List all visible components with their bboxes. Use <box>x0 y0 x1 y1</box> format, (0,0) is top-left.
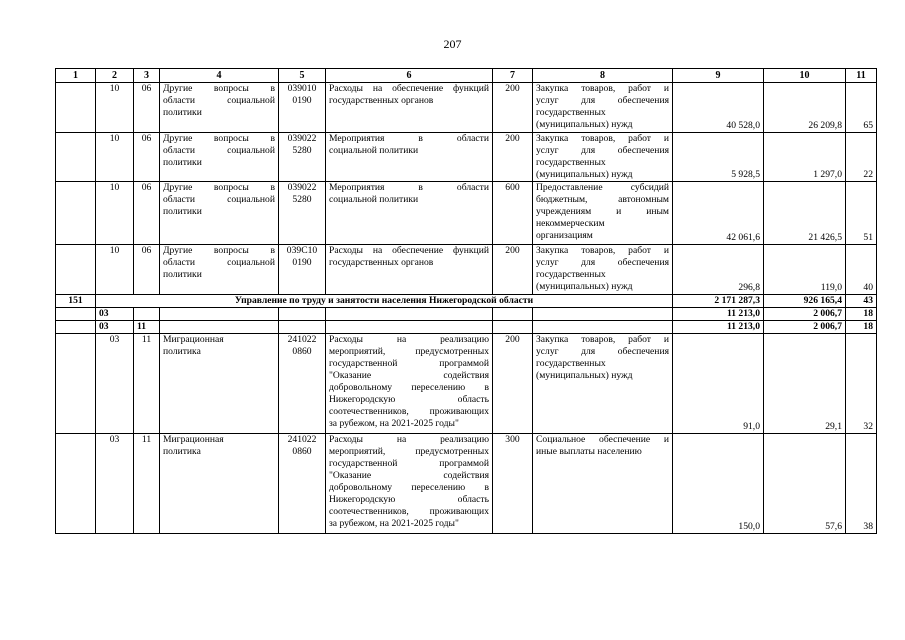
subsection-code: 11 <box>134 334 160 434</box>
expense-description-text <box>329 434 489 530</box>
subsection-code: 06 <box>134 245 160 295</box>
empty-cell <box>279 308 326 321</box>
header-cell: 2 <box>96 69 134 83</box>
expense-description-text-line: государственных органов <box>329 257 434 268</box>
header-cell: 3 <box>134 69 160 83</box>
expense-type-text-line: (муниципальных) нужд <box>536 169 633 180</box>
activity-area-text-line: области социальной <box>163 257 275 268</box>
dept-plan: 2 171 287,3 <box>673 295 764 308</box>
activity-area-text-line: Другие вопросы в <box>163 83 275 94</box>
header-cell: 5 <box>279 69 326 83</box>
expense-description-text <box>329 83 489 107</box>
header-cell: 9 <box>673 69 764 83</box>
actual-amount: 26 209,8 <box>764 83 846 133</box>
empty-cell <box>160 308 279 321</box>
expense-type <box>533 133 673 182</box>
expense-description-text-line: мероприятий, предусмотренных <box>329 446 489 457</box>
section-percent: 18 <box>846 308 877 321</box>
execution-percent: 32 <box>846 334 877 434</box>
expense-type-text-line: бюджетным, автономным <box>536 194 669 205</box>
expense-type-text-line: государственных <box>536 269 606 280</box>
execution-percent: 40 <box>846 245 877 295</box>
activity-area-text-line: политики <box>163 157 202 168</box>
expense-description-text-line: "Оказание содействия <box>329 470 489 481</box>
target-code-text <box>282 182 322 206</box>
section-plan: 11 213,0 <box>673 308 764 321</box>
expense-type-text-line: некоммерческим <box>536 218 605 229</box>
activity-area <box>160 434 279 534</box>
expense-description-text-line: Мероприятия в области <box>329 133 489 144</box>
expense-type-code: 200 <box>493 83 533 133</box>
header-cell: 7 <box>493 69 533 83</box>
expense-type-text-line: Закупка товаров, работ и <box>536 245 669 256</box>
activity-area <box>160 182 279 245</box>
empty-cell <box>533 308 673 321</box>
activity-area-text-line: Другие вопросы в <box>163 245 275 256</box>
expense-description-text <box>329 182 489 206</box>
expense-description-text-line: добровольному переселению в <box>329 482 489 493</box>
execution-percent: 65 <box>846 83 877 133</box>
empty-cell <box>160 321 279 334</box>
header-cell: 1 <box>56 69 96 83</box>
expense-description-text-line: Расходы на обеспечение функций <box>329 83 489 94</box>
expense-type <box>533 334 673 434</box>
target-code <box>279 83 326 133</box>
expense-description-text-line: социальной политики <box>329 145 419 156</box>
target-code-text-line: 0860 <box>292 346 312 357</box>
expense-description-text-line: социальной политики <box>329 194 419 205</box>
plan-amount: 150,0 <box>673 434 764 534</box>
plan-amount: 296,8 <box>673 245 764 295</box>
expense-description-text-line: Нижегородскую область <box>329 394 489 405</box>
section-c1 <box>56 308 96 321</box>
row-code <box>56 245 96 295</box>
expense-type-text <box>536 245 669 293</box>
execution-percent: 51 <box>846 182 877 245</box>
target-code <box>279 245 326 295</box>
expense-type-text-line: государственных <box>536 107 606 118</box>
activity-area-text-line: Другие вопросы в <box>163 182 275 193</box>
target-code <box>279 434 326 534</box>
expense-description-text-line: Расходы на реализацию <box>329 434 489 445</box>
row-code <box>56 133 96 182</box>
expense-type-text-line: учреждениям и иным <box>536 206 669 217</box>
plan-amount: 91,0 <box>673 334 764 434</box>
actual-amount: 29,1 <box>764 334 846 434</box>
dept-percent: 43 <box>846 295 877 308</box>
expense-description-text-line: за рубежом, на 2021-2025 годы" <box>329 418 459 429</box>
activity-area-text <box>163 434 275 458</box>
empty-cell <box>533 321 673 334</box>
expense-description <box>326 334 493 434</box>
execution-percent: 22 <box>846 133 877 182</box>
expense-type <box>533 245 673 295</box>
activity-area <box>160 133 279 182</box>
expense-type-text-line: организациям <box>536 230 593 241</box>
plan-amount: 40 528,0 <box>673 83 764 133</box>
expense-description <box>326 434 493 534</box>
expense-description-text-line: за рубежом, на 2021-2025 годы" <box>329 518 459 529</box>
subsection-code: 11 <box>134 321 160 334</box>
expense-type-text <box>536 133 669 181</box>
subsection-section: 03 <box>96 321 134 334</box>
subsection-plan: 11 213,0 <box>673 321 764 334</box>
row-code <box>56 334 96 434</box>
activity-area-text <box>163 245 275 281</box>
table-row <box>56 434 877 534</box>
target-code-text-line: 0190 <box>292 257 312 268</box>
header-cell: 4 <box>160 69 279 83</box>
activity-area-text-line: политики <box>163 206 202 217</box>
activity-area-text-line: Другие вопросы в <box>163 133 275 144</box>
activity-area-text <box>163 182 275 218</box>
target-code-text <box>282 133 322 157</box>
activity-area-text-line: политика <box>163 446 201 457</box>
expense-type-text-line: Предоставление субсидий <box>536 182 669 193</box>
expense-description <box>326 182 493 245</box>
budget-table <box>55 68 877 534</box>
dept-actual: 926 165,4 <box>764 295 846 308</box>
empty-cell <box>493 321 533 334</box>
expense-type-code: 300 <box>493 434 533 534</box>
activity-area <box>160 83 279 133</box>
empty-cell <box>279 321 326 334</box>
header-cell: 6 <box>326 69 493 83</box>
header-cell: 11 <box>846 69 877 83</box>
expense-description-text-line: соотечественников, проживающих <box>329 506 489 517</box>
section-row <box>56 308 877 321</box>
target-code <box>279 334 326 434</box>
expense-type-text-line: государственных <box>536 358 606 369</box>
subsection-c1 <box>56 321 96 334</box>
activity-area-text-line: политики <box>163 269 202 280</box>
expense-description-text-line: государственной программой <box>329 358 489 369</box>
execution-percent: 38 <box>846 434 877 534</box>
expense-type-code: 200 <box>493 133 533 182</box>
expense-type-text-line: Социальное обеспечение и <box>536 434 669 445</box>
expense-type-text-line: (муниципальных) нужд <box>536 281 633 292</box>
expense-description <box>326 133 493 182</box>
expense-type-text-line: иные выплаты населению <box>536 446 642 457</box>
department-row <box>56 295 877 308</box>
target-code-text <box>282 434 322 458</box>
target-code-text-line: 5280 <box>292 194 312 205</box>
target-code-text-line: 5280 <box>292 145 312 156</box>
table-row <box>56 133 877 182</box>
section-code: 10 <box>96 83 134 133</box>
expense-description-text-line: Нижегородскую область <box>329 494 489 505</box>
expense-type <box>533 182 673 245</box>
empty-cell <box>326 321 493 334</box>
row-code <box>56 182 96 245</box>
expense-type-text <box>536 83 669 131</box>
expense-type-text-line: Закупка товаров, работ и <box>536 133 669 144</box>
section-code: 03 <box>96 434 134 534</box>
target-code-text-line: 241022 <box>287 334 317 345</box>
actual-amount: 1 297,0 <box>764 133 846 182</box>
table-row <box>56 182 877 245</box>
expense-description <box>326 83 493 133</box>
row-code <box>56 434 96 534</box>
page-number: 207 <box>443 37 462 51</box>
section-code: 10 <box>96 182 134 245</box>
activity-area <box>160 245 279 295</box>
expense-description-text-line: государственной программой <box>329 458 489 469</box>
section-code: 10 <box>96 133 134 182</box>
header-cell: 8 <box>533 69 673 83</box>
expense-type-text <box>536 182 669 242</box>
expense-type-code: 200 <box>493 245 533 295</box>
empty-cell <box>134 308 160 321</box>
target-code-text <box>282 83 322 107</box>
activity-area-text-line: области социальной <box>163 145 275 156</box>
subsection-actual: 2 006,7 <box>764 321 846 334</box>
table-row <box>56 334 877 434</box>
expense-type-text <box>536 334 669 382</box>
table-row <box>56 245 877 295</box>
activity-area-text-line: Миграционная <box>163 334 224 345</box>
header-cell: 10 <box>764 69 846 83</box>
expense-type-text-line: услуг для обеспечения <box>536 95 669 106</box>
expense-type-text-line: услуг для обеспечения <box>536 145 669 156</box>
expense-description-text-line: добровольному переселению в <box>329 382 489 393</box>
expense-type-text <box>536 434 669 458</box>
subsection-code: 06 <box>134 182 160 245</box>
target-code-text-line: 039022 <box>287 182 317 193</box>
expense-type-text-line: (муниципальных) нужд <box>536 119 633 130</box>
expense-description-text <box>329 245 489 269</box>
plan-amount: 42 061,6 <box>673 182 764 245</box>
section-actual: 2 006,7 <box>764 308 846 321</box>
expense-type <box>533 434 673 534</box>
expense-description-text-line: Мероприятия в области <box>329 182 489 193</box>
expense-description-text-line: соотечественников, проживающих <box>329 406 489 417</box>
activity-area-text <box>163 83 275 119</box>
target-code-text-line: 039010 <box>287 83 317 94</box>
activity-area <box>160 334 279 434</box>
subsection-code: 06 <box>134 133 160 182</box>
target-code <box>279 133 326 182</box>
expense-description-text-line: Расходы на реализацию <box>329 334 489 345</box>
row-code <box>56 83 96 133</box>
actual-amount: 21 426,5 <box>764 182 846 245</box>
section-code: 10 <box>96 245 134 295</box>
plan-amount: 5 928,5 <box>673 133 764 182</box>
subsection-code: 06 <box>134 83 160 133</box>
target-code-text-line: 039022 <box>287 133 317 144</box>
target-code-text <box>282 334 322 358</box>
expense-type-text-line: Закупка товаров, работ и <box>536 334 669 345</box>
expense-type-text-line: (муниципальных) нужд <box>536 370 633 381</box>
activity-area-text-line: политики <box>163 107 202 118</box>
subsection-percent: 18 <box>846 321 877 334</box>
subsection-row <box>56 321 877 334</box>
expense-description-text <box>329 334 489 430</box>
target-code-text-line: 0190 <box>292 95 312 106</box>
expense-description-text-line: Расходы на обеспечение функций <box>329 245 489 256</box>
activity-area-text <box>163 334 275 358</box>
actual-amount: 119,0 <box>764 245 846 295</box>
activity-area-text-line: области социальной <box>163 95 275 106</box>
target-code-text-line: 0860 <box>292 446 312 457</box>
target-code-text-line: 039С10 <box>286 245 318 256</box>
actual-amount: 57,6 <box>764 434 846 534</box>
empty-cell <box>493 308 533 321</box>
expense-type-code: 200 <box>493 334 533 434</box>
target-code-text <box>282 245 322 269</box>
target-code-text-line: 241022 <box>287 434 317 445</box>
activity-area-text-line: Миграционная <box>163 434 224 445</box>
expense-type-text-line: услуг для обеспечения <box>536 257 669 268</box>
activity-area-text <box>163 133 275 169</box>
empty-cell <box>326 308 493 321</box>
target-code <box>279 182 326 245</box>
expense-description-text-line: "Оказание содействия <box>329 370 489 381</box>
expense-type <box>533 83 673 133</box>
expense-description-text <box>329 133 489 157</box>
section-code: 03 <box>96 334 134 434</box>
dept-code: 151 <box>56 295 96 308</box>
expense-type-text-line: Закупка товаров, работ и <box>536 83 669 94</box>
activity-area-text-line: политика <box>163 346 201 357</box>
expense-type-code: 600 <box>493 182 533 245</box>
dept-title: Управление по труду и занятости населения Нижегородской области <box>96 295 673 308</box>
expense-description-text-line: государственных органов <box>329 95 434 106</box>
expense-description-text-line: мероприятий, предусмотренных <box>329 346 489 357</box>
expense-description <box>326 245 493 295</box>
expense-type-text-line: услуг для обеспечения <box>536 346 669 357</box>
subsection-code: 11 <box>134 434 160 534</box>
header-row <box>56 69 877 83</box>
expense-type-text-line: государственных <box>536 157 606 168</box>
activity-area-text-line: области социальной <box>163 194 275 205</box>
table-row <box>56 83 877 133</box>
section-code: 03 <box>96 308 134 321</box>
